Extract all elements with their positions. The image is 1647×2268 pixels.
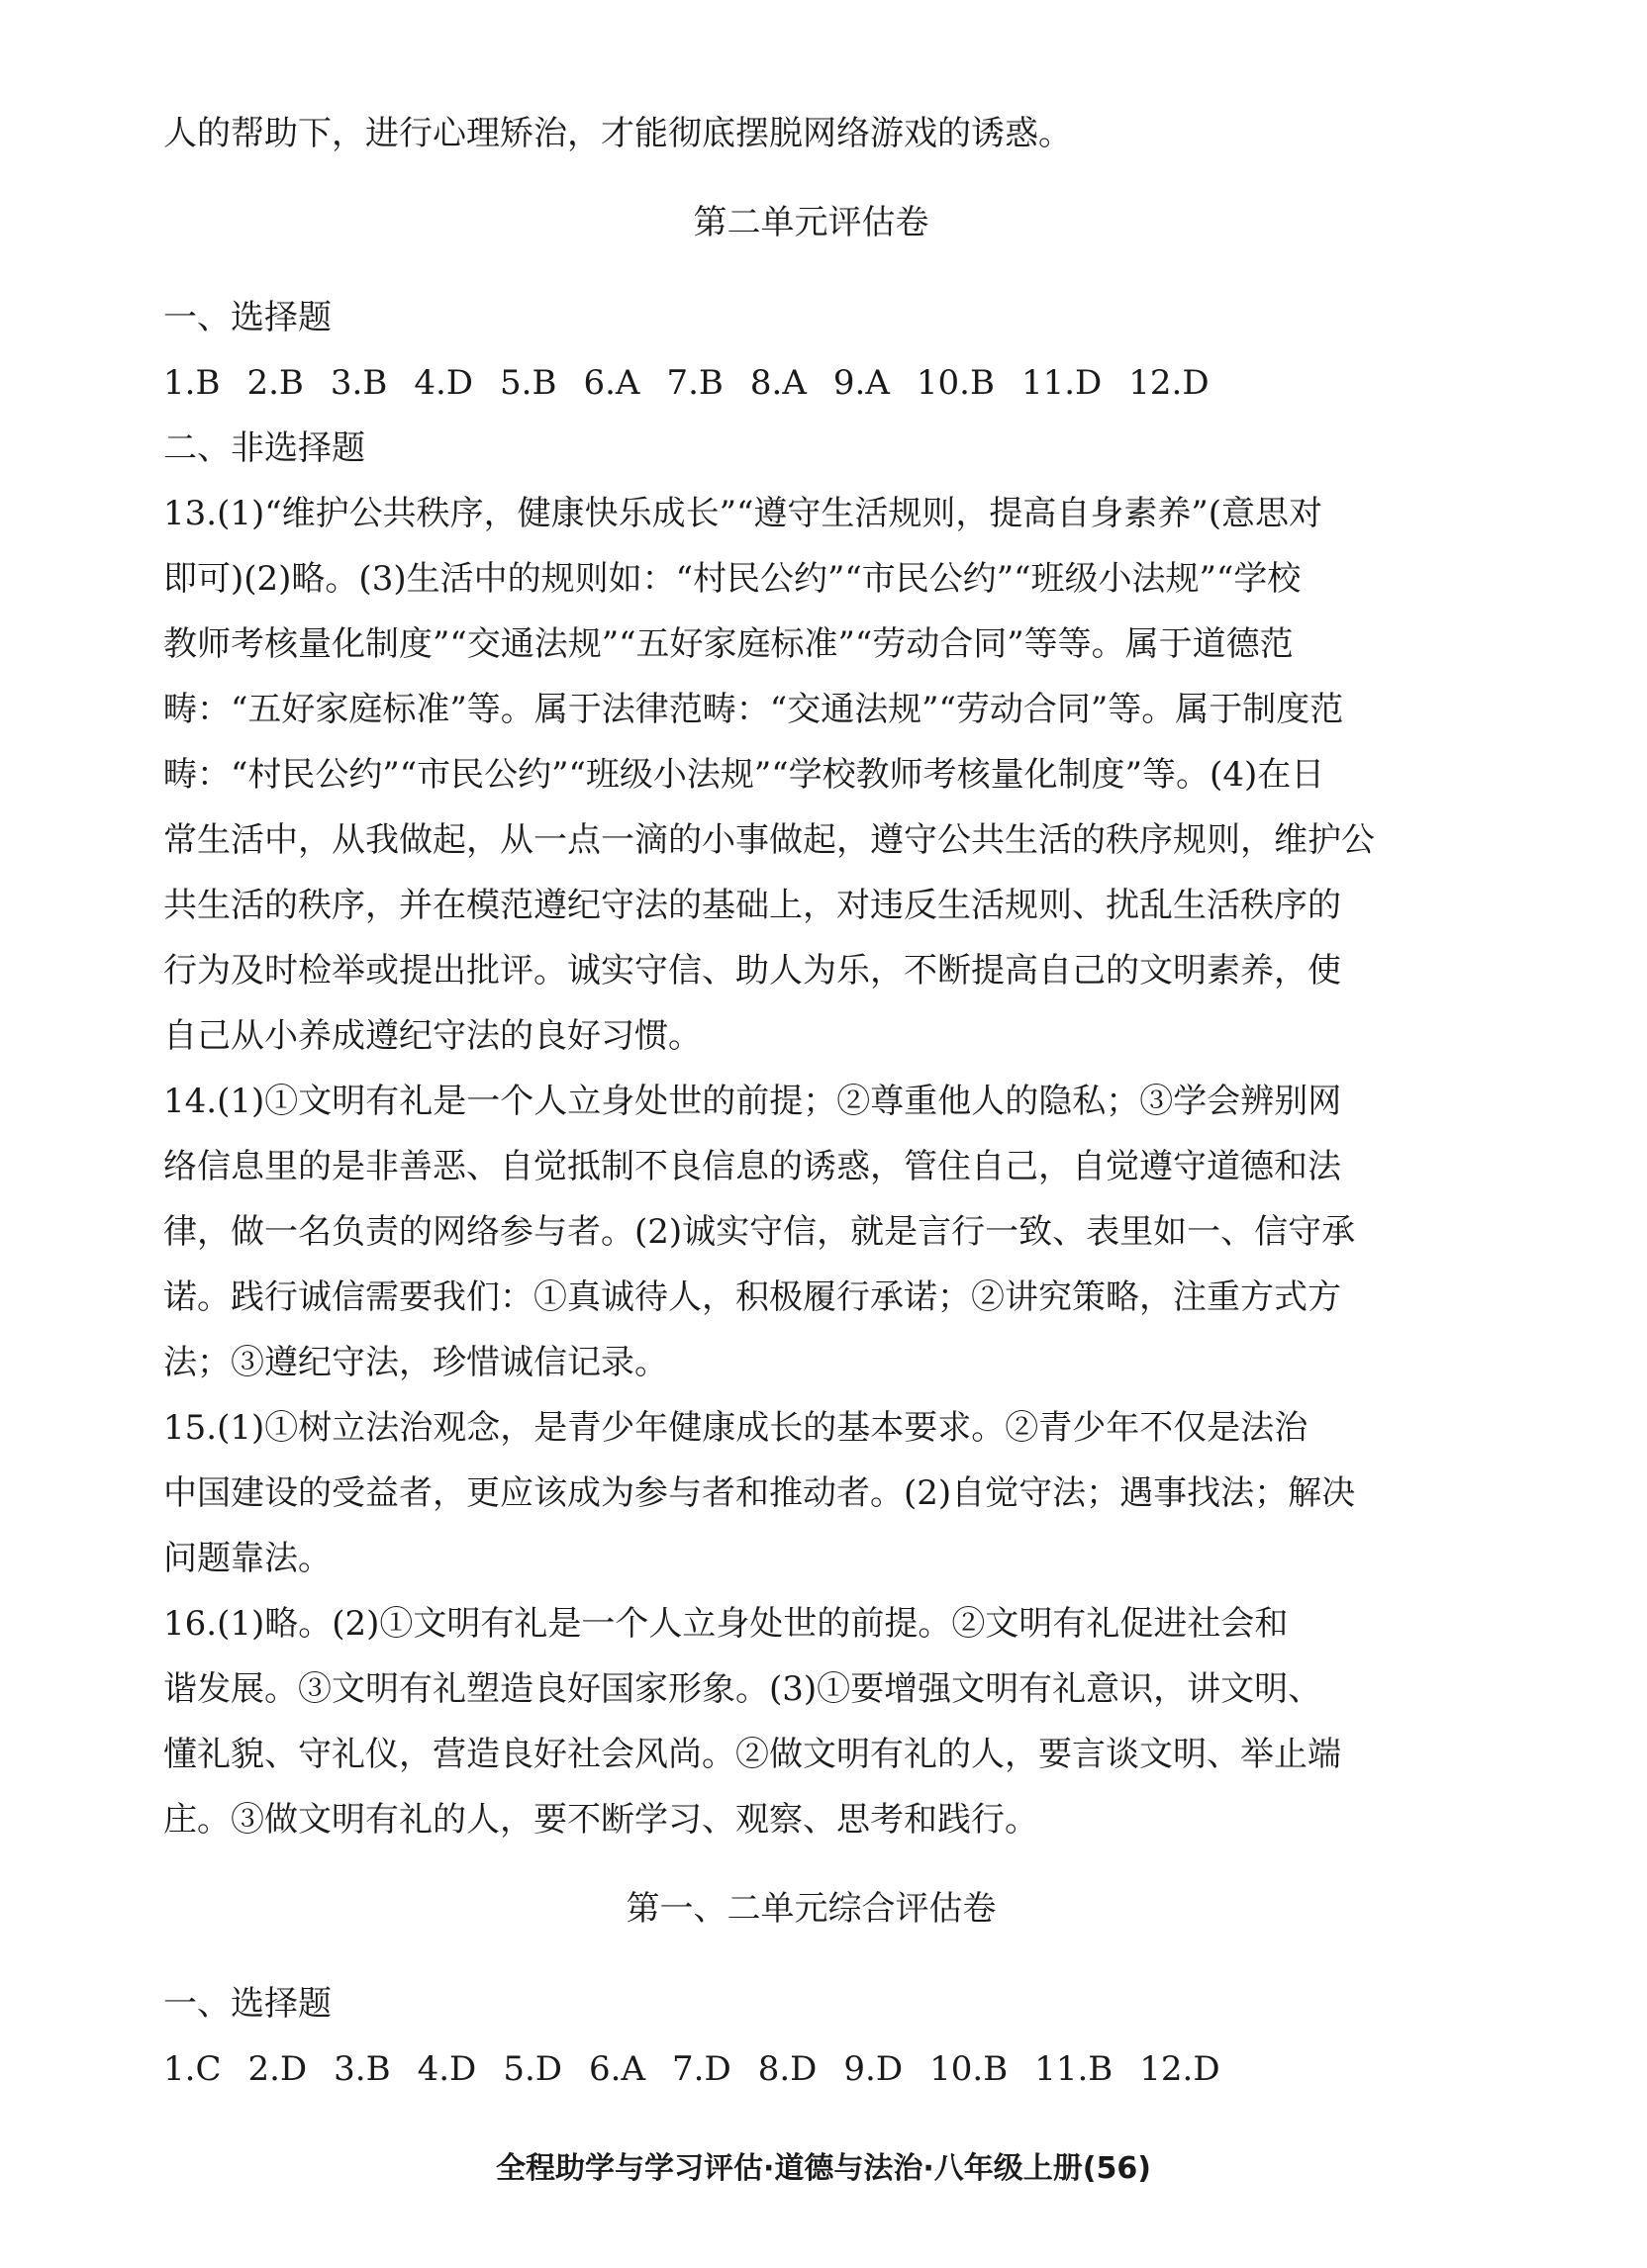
unit12-choice-answers bbox=[163, 2036, 1459, 2102]
q13-line: 畴：“五好家庭标准”等。属于法律范畴：“交通法规”“劳动合同”等。属于制度范 bbox=[163, 690, 1344, 729]
answer-item: 7.B bbox=[666, 363, 724, 403]
answer-item: 11.D bbox=[1020, 363, 1103, 403]
unit12-choice-heading: 一、选择题 bbox=[163, 1984, 332, 2024]
q15-line: 中国建设的受益者，更应该成为参与者和推动者。(2)自觉守法；遇事找法；解决 bbox=[163, 1473, 1356, 1513]
answer-item: 11.B bbox=[1034, 2049, 1114, 2089]
answer-item: 10.B bbox=[916, 363, 995, 403]
q16-line: 懂礼貌、守礼仪，营造良好社会风尚。②做文明有礼的人，要言谈文明、举止端 bbox=[163, 1735, 1341, 1774]
unit12-title: 第一、二单元综合评估卷 bbox=[626, 1889, 997, 1929]
unit2-choice-answers bbox=[163, 350, 1459, 416]
answer-item: 4.D bbox=[414, 363, 474, 403]
answer-item: 8.D bbox=[757, 2049, 818, 2089]
answer-item: 12.D bbox=[1128, 363, 1210, 403]
answer-item: 3.B bbox=[330, 363, 388, 403]
q13-line: 即可)(2)略。(3)生活中的规则如：“村民公约”“市民公约”“班级小法规”“学校 bbox=[163, 559, 1302, 599]
question-14 bbox=[163, 1069, 1459, 1395]
q13-line: 畴：“村民公约”“市民公约”“班级小法规”“学校教师考核量化制度”等。(4)在日 bbox=[163, 755, 1325, 795]
unit2-nonchoice-heading: 二、非选择题 bbox=[163, 428, 365, 468]
q13-line: 共生活的秩序，并在模范遵纪守法的基础上，对违反生活规则、扰乱生活秩序的 bbox=[163, 886, 1341, 925]
q14-line: 14.(1)①文明有礼是一个人立身处世的前提；②尊重他人的隐私；③学会辨别网 bbox=[163, 1082, 1342, 1121]
answer-item: 4.D bbox=[417, 2049, 477, 2089]
q14-line: 法；③遵纪守法，珍惜诚信记录。 bbox=[163, 1343, 668, 1382]
q14-line: 律，做一名负责的网络参与者。(2)诚实守信，就是言行一致、表里如一、信守承 bbox=[163, 1212, 1356, 1252]
question-13 bbox=[163, 481, 1459, 1069]
q15-line: 15.(1)①树立法治观念，是青少年健康成长的基本要求。②青少年不仅是法治 bbox=[163, 1408, 1308, 1448]
answer-item: 8.A bbox=[749, 363, 807, 403]
answer-item: 10.B bbox=[929, 2049, 1009, 2089]
q13-line: 行为及时检举或提出批评。诚实守信、助人为乐，不断提高自己的文明素养，使 bbox=[163, 951, 1341, 991]
answer-item: 9.A bbox=[832, 363, 890, 403]
unit2-title: 第二单元评估卷 bbox=[693, 203, 929, 242]
answer-item: 6.A bbox=[589, 2049, 646, 2089]
answer-item: 6.A bbox=[583, 363, 640, 403]
q14-line: 诺。践行诚信需要我们：①真诚待人，积极履行承诺；②讲究策略，注重方式方 bbox=[163, 1277, 1341, 1317]
q14-line: 络信息里的是非善恶、自觉抵制不良信息的诱惑，管住自己，自觉遵守道德和法 bbox=[163, 1147, 1341, 1186]
q13-line: 常生活中，从我做起，从一点一滴的小事做起，遵守公共生活的秩序规则，维护公 bbox=[163, 820, 1375, 860]
answer-item: 2.B bbox=[246, 363, 304, 403]
q15-line: 问题靠法。 bbox=[163, 1539, 332, 1578]
q16-line: 庄。③做文明有礼的人，要不断学习、观察、思考和践行。 bbox=[163, 1800, 1038, 1840]
answer-item: 5.D bbox=[503, 2049, 563, 2089]
unit2-choice-heading: 一、选择题 bbox=[163, 298, 332, 337]
answer-item: 1.C bbox=[163, 2049, 222, 2089]
answer-item: 2.D bbox=[247, 2049, 308, 2089]
q16-line: 16.(1)略。(2)①文明有礼是一个人立身处世的前提。②文明有礼促进社会和 bbox=[163, 1604, 1289, 1644]
page-footer: 全程助学与学习评估·道德与法治·八年级上册(56) bbox=[496, 2151, 1151, 2186]
answer-item: 1.B bbox=[163, 363, 221, 403]
answer-item: 12.D bbox=[1139, 2049, 1220, 2089]
q16-line: 谐发展。③文明有礼塑造良好国家形象。(3)①要增强文明有礼意识，讲文明、 bbox=[163, 1669, 1322, 1709]
answer-item: 7.D bbox=[672, 2049, 731, 2089]
intro-tail-text: 人的帮助下，进行心理矫治，才能彻底摆脱网络游戏的诱惑。 bbox=[163, 114, 1072, 153]
question-16 bbox=[163, 1591, 1459, 1852]
q13-line: 自己从小养成遵纪守法的良好习惯。 bbox=[163, 1016, 702, 1056]
answer-item: 9.D bbox=[843, 2049, 904, 2089]
q13-line: 13.(1)“维护公共秩序，健康快乐成长”“遵守生活规则，提高自身素养”(意思对 bbox=[163, 494, 1323, 533]
question-15 bbox=[163, 1395, 1459, 1591]
q13-line: 教师考核量化制度”“交通法规”“五好家庭标准”“劳动合同”等等。属于道德范 bbox=[163, 624, 1294, 664]
answer-item: 3.B bbox=[334, 2049, 391, 2089]
answer-item: 5.B bbox=[500, 363, 557, 403]
